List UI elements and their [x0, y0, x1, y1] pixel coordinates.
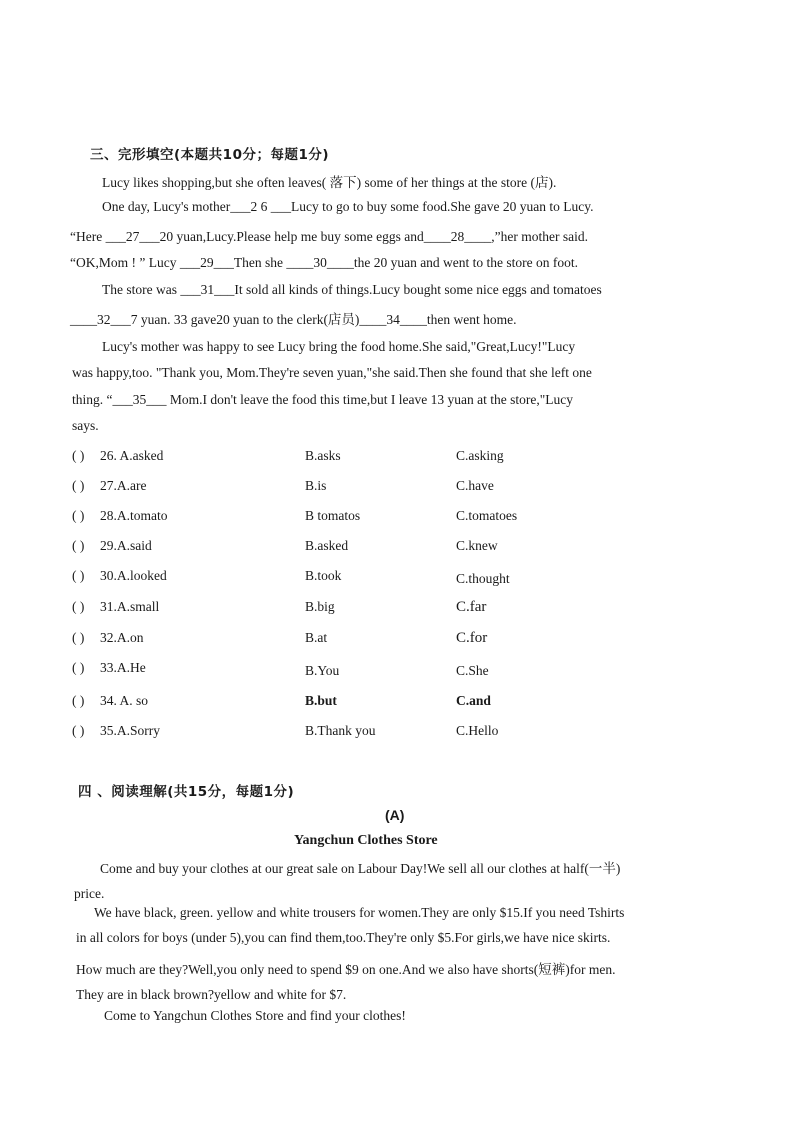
reading-line-4: in all colors for boys (under 5),you can find them,too.They're only $5.For girls,we have nice skirts.	[76, 930, 611, 945]
option-b: B.is	[305, 478, 327, 493]
answer-paren[interactable]: ( )	[72, 599, 85, 614]
answer-paren[interactable]: ( )	[72, 630, 85, 645]
option-b: B.asked	[305, 538, 349, 553]
option-a: 33.A.He	[100, 660, 146, 675]
reading-line-1: Come and buy your clothes at our great sale on Labour Day!We sell all our clothes at half(一半)	[100, 861, 621, 876]
passage-line-7: Lucy's mother was happy to see Lucy bring the food home.She said,"Great,Lucy!"Lucy	[102, 339, 576, 354]
section4-heading: 四 、阅读理解(共15分，每题1分)	[78, 784, 295, 800]
option-c: C.Hello	[456, 723, 499, 738]
passage-line-10: says.	[72, 418, 99, 433]
option-a: 34. A. so	[100, 693, 149, 708]
option-a: 31.A.small	[100, 599, 160, 614]
option-c: C.She	[456, 663, 489, 678]
option-a: 35.A.Sorry	[100, 723, 160, 738]
option-b: B.but	[305, 693, 337, 708]
option-b: B.took	[305, 568, 342, 583]
section3-heading: 三、完形填空(本题共10分；每题1分)	[90, 147, 330, 163]
answer-paren[interactable]: ( )	[72, 660, 85, 675]
option-b: B.asks	[305, 448, 341, 463]
option-c: C.have	[456, 478, 494, 493]
option-a: 26. A.asked	[100, 448, 164, 463]
answer-paren[interactable]: ( )	[72, 448, 85, 463]
reading-line-5: How much are they?Well,you only need to spend $9 on one.And we also have shorts(短裤)for men.	[76, 962, 616, 977]
answer-paren[interactable]: ( )	[72, 693, 85, 708]
store-title: Yangchun Clothes Store	[294, 833, 438, 848]
reading-line-6: They are in black brown?yellow and white for $7.	[76, 987, 347, 1002]
option-b: B.big	[305, 599, 335, 614]
answer-paren[interactable]: ( )	[72, 568, 85, 583]
option-a: 27.A.are	[100, 478, 147, 493]
passage-line-8: was happy,too. "Thank you, Mom.They're seven yuan,"she said.Then she found that she left one	[72, 365, 592, 380]
reading-line-7: Come to Yangchun Clothes Store and find your clothes!	[104, 1008, 406, 1023]
option-c: C.asking	[456, 448, 504, 463]
option-b: B.You	[305, 663, 340, 678]
option-c: C.far	[456, 599, 487, 615]
answer-paren[interactable]: ( )	[72, 508, 85, 523]
option-c: C.tomatoes	[456, 508, 518, 523]
passage-line-6: ____32___7 yuan. 33 gave20 yuan to the clerk(店员)____34____then went home.	[70, 312, 517, 327]
passage-line-3: “Here ___27___20 yuan,Lucy.Please help me buy some eggs and____28____,”her mother said.	[70, 229, 588, 244]
option-c: C.knew	[456, 538, 498, 553]
answer-paren[interactable]: ( )	[72, 723, 85, 738]
passage-line-9: thing. “___35___ Mom.I don't leave the food this time,but I leave 13 yuan at the store,"Lucy	[72, 392, 573, 407]
option-c: C.and	[456, 693, 491, 708]
option-a: 28.A.tomato	[100, 508, 168, 523]
option-a: 29.A.said	[100, 538, 152, 553]
answer-paren[interactable]: ( )	[72, 478, 85, 493]
option-b: B.at	[305, 630, 328, 645]
passage-line-2: One day, Lucy's mother___2 6 ___Lucy to go to buy some food.She gave 20 yuan to Lucy.	[102, 199, 594, 214]
option-c: C.thought	[456, 571, 510, 586]
passage-label: (A)	[385, 807, 405, 823]
answer-paren[interactable]: ( )	[72, 538, 85, 553]
option-b: B.Thank you	[305, 723, 376, 738]
passage-line-4: “OK,Mom ! ” Lucy ___29___Then she ____30____the 20 yuan and went to the store on foot.	[70, 255, 579, 270]
reading-line-2: price.	[74, 886, 105, 901]
passage-line-1: Lucy likes shopping,but she often leaves( 落下) some of her things at the store (店).	[102, 175, 557, 190]
option-b: B tomatos	[305, 508, 361, 523]
option-c: C.for	[456, 630, 488, 646]
passage-line-5: The store was ___31___It sold all kinds of things.Lucy bought some nice eggs and tomatoes	[102, 282, 602, 297]
option-a: 30.A.looked	[100, 568, 167, 583]
reading-line-3: We have black, green. yellow and white trousers for women.They are only $15.If you need Tshirts	[94, 905, 625, 920]
option-a: 32.A.on	[100, 630, 144, 645]
